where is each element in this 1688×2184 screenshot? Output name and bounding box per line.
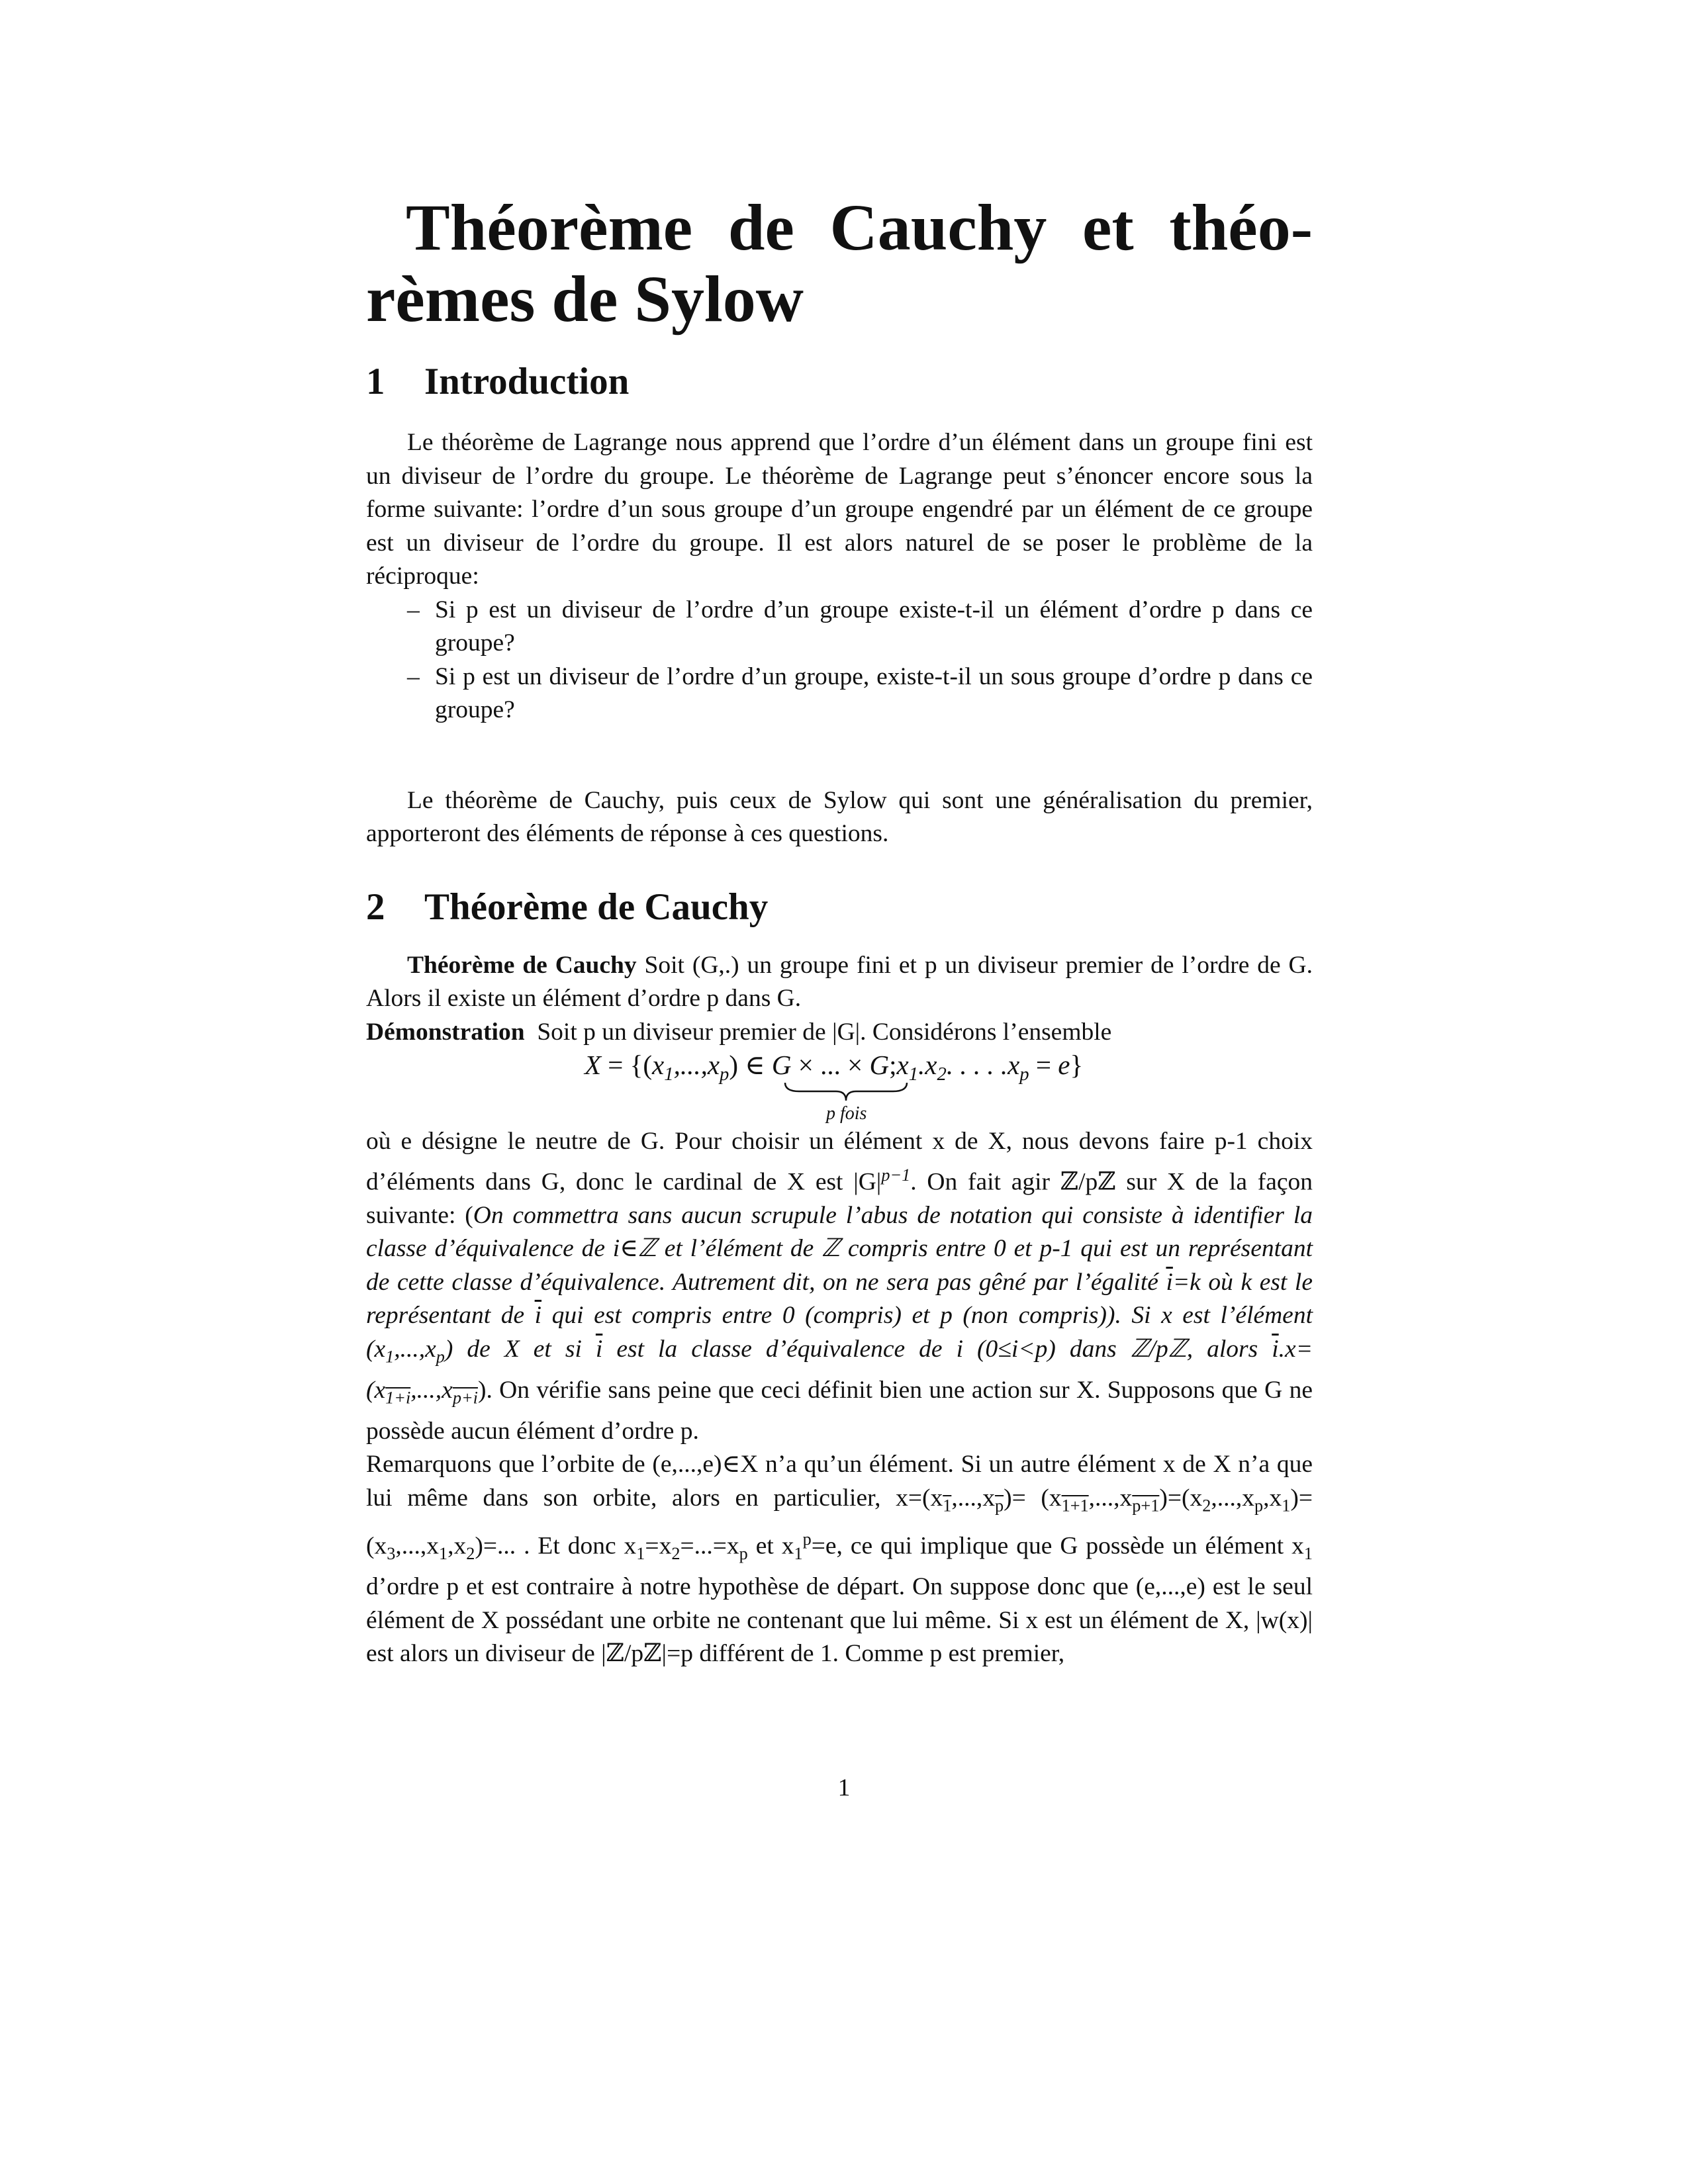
italic-text: ,...,x: [394, 1335, 436, 1363]
section-title: Introduction: [424, 361, 630, 402]
proof-text: =e, ce qui implique que G possède un élément x: [811, 1532, 1304, 1559]
proof-text: . Et donc x: [524, 1532, 637, 1559]
italic-text: =k où k est le représentant de: [366, 1268, 1313, 1329]
proof-intro-text: Soit p un diviseur premier de |G|. Considérons l’ensemble: [537, 1018, 1112, 1046]
theorem-text: Soit (G,.) un groupe fini et p un diviseur premier de l’ordre de G. Alors il existe un élément d’ordre p dans G.: [366, 951, 1313, 1012]
italic-text: .x=(x: [366, 1335, 1313, 1404]
proof-intro: [366, 1016, 1313, 1050]
list-item: – Si p est un diviseur de l’ordre d’un groupe existe-t-il un élément d’ordre p dans ce groupe?: [407, 596, 1313, 657]
italic-text: ) de X et si: [444, 1335, 596, 1363]
theorem-label: Théorème de Cauchy: [407, 951, 637, 979]
proof-orbit-paragraph: Remarquons que l’orbite de (e,...,e)∈X n’a qu’un élément. Si un autre élément x de X n’a que lui même dans son orbite, alors en particulier, $x=(x_1,...,x_{\overline{p}})= (x_{1+1},...,x_{p+1})=(x_2,...,x_p,x_1)=(x_3,...,x_1,x_2)=$... . Et donc $x_1=x_2=...=x_p$ et $x_1^p=e$, ce qui implique que G possède un élément $x_1$ d’ordre p et est contraire à notre hypothèse de départ. On suppose donc que (e,...,e) est le seul élément de X possédant une orbite ne contenant que lui même. Si x est un élément de X, |w(x)| est alors un diviseur de |ℤ/pℤ|=p différent de 1. Comme p est premier,: [366, 1451, 1313, 1667]
underbrace-label: p fois: [826, 1103, 867, 1124]
section-heading-introduction: [366, 360, 1313, 404]
proof-text: Remarquons que l’orbite de (e,...,e)∈X n’a qu’un élément. Si un autre élément x de X n’a que lui même dans son orbite, alors en particulier, x=(x: [366, 1451, 1313, 1512]
list-item: – Si p est un diviseur de l’ordre d’un groupe, existe-t-il un sous groupe d’ordre p dans ce groupe?: [407, 662, 1313, 723]
proof-label: Démonstration: [366, 1018, 525, 1046]
section-title: Théorème de Cauchy: [424, 886, 769, 928]
underbrace-icon: [783, 1081, 909, 1105]
exponent: p−1: [881, 1165, 911, 1185]
italic-remark: On commettra sans aucun scrupule l’abus de notation qui consiste à identifier la classe d’équivalence de i∈ℤ et l’élément de ℤ compris entre 0 et p-1 qui est un représentant de cette classe d’équivalence. Autrement dit, on ne sera pas gêné par l’égalité $\overline{i}=k$ où k est le représentant de $\overline{i}$ qui est compris entre 0 (compris) et p (non compris)). Si x est l’élément $(x_1,...,x_p)$ de X et si $\overline{i}$ est la classe d’équivalence de i (0≤i<p) dans ℤ/pℤ, alors $\overline{i}.x=(x_{1+i},...,x_{p+i}$: [366, 1201, 1313, 1407]
intro-conclusion-paragraph: Le théorème de Cauchy, puis ceux de Sylow qui sont une généralisation du premier, apporteront des éléments de réponse à ces questions.: [366, 786, 1313, 847]
proof-text: . On fait agir ℤ/pℤ sur X de la façon suivante: (: [366, 1168, 1313, 1229]
page-number: 1: [837, 1774, 851, 1801]
formula-expression: $X = \{(x_1,...,x_p)$ ∈ G × ... × $G;x_1.x_2$. . . . $.x_p = e$}: [585, 1050, 1084, 1085]
italic-text: On commettra sans aucun scrupule l’abus de notation qui consiste à identifier la classe d’équivalence de i∈ℤ et l’élément de ℤ compris entre 0 et p-1 qui est un représentant de cette classe d’équivalence. Autrement dit, on ne sera pas gêné par l’égalité: [366, 1201, 1313, 1296]
set-definition-formula: [366, 1049, 1313, 1125]
theorem-statement: [366, 949, 1313, 1016]
question-text: Si p est un diviseur de l’ordre d’un groupe existe-t-il un élément d’ordre p dans ce groupe?: [435, 596, 1313, 657]
section-number: 1: [366, 361, 385, 402]
document-title: Théorème de Cauchy et théo- rèmes de Sylow: [366, 191, 1313, 336]
proof-text: d’ordre p et est contraire à notre hypothèse de départ. On suppose donc que (e,...,e) est le seul élément de X possédant une orbite ne contenant que lui même. Si x est un élément de X, |w(x)| est alors un diviseur de |ℤ/pℤ|=p différent de 1. Comme p est premier,: [366, 1573, 1313, 1667]
section-heading-cauchy: [366, 886, 1313, 929]
intro-paragraph: Le théorème de Lagrange nous apprend que l’ordre d’un élément dans un groupe fini est un diviseur de l’ordre du groupe. Le théorème de Lagrange peut s’énoncer encore sous la forme suivante: l’ordre d’un sous groupe d’un groupe engendré par un élément de ce groupe est un diviseur de l’ordre du groupe. Il est alors naturel de se poser le problème de la réciproque:: [366, 429, 1313, 590]
section-number: 2: [366, 886, 385, 928]
italic-text: est la classe d’équivalence de i (0≤i<p) dans ℤ/pℤ, alors: [602, 1335, 1272, 1363]
question-text: Si p est un diviseur de l’ordre d’un groupe, existe-t-il un sous groupe d’ordre p dans ce groupe?: [435, 662, 1313, 723]
proof-body-paragraph: [366, 1125, 1313, 1448]
italic-text: qui est compris entre 0 (compris) et p (non compris)). Si x est l’élément (x: [366, 1302, 1313, 1363]
proof-text: ). On vérifie sans peine que ceci définit bien une action sur X. Supposons que G ne possède aucun élément d’ordre p.: [366, 1376, 1313, 1445]
page-body: [366, 192, 1313, 1671]
proof-text: où e désigne le neutre de G. Pour choisir un élément x de X, nous devons faire p-1 choix d’éléments dans G, donc le cardinal de X est |G|: [366, 1128, 1313, 1195]
question-list: [366, 594, 1313, 727]
